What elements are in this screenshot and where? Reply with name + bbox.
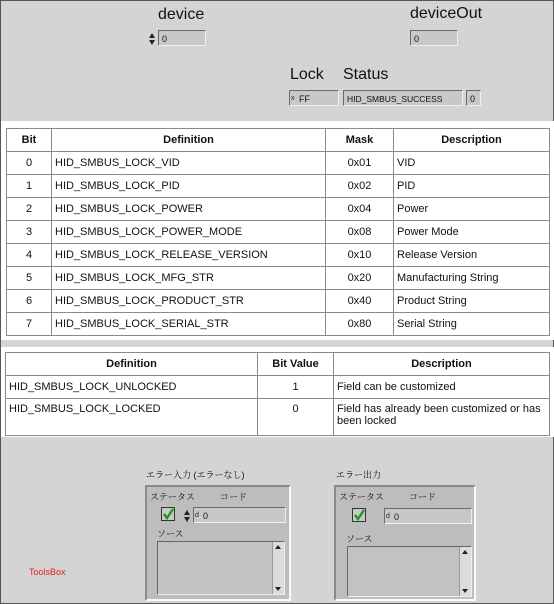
error-out-status-label: ステータス <box>339 492 384 502</box>
table-cell: Serial String <box>394 313 550 336</box>
deviceout-label: deviceOut <box>410 5 483 22</box>
decrement-arrow-icon[interactable] <box>149 40 155 45</box>
value-table <box>5 352 550 436</box>
deviceout-indicator: 0 <box>410 30 458 46</box>
table-cell: 4 <box>7 244 52 267</box>
table-row <box>6 376 550 399</box>
table-cell: VID <box>394 152 550 175</box>
table-row <box>7 244 550 267</box>
error-in-title: エラー入力 (エラーなし) <box>146 470 245 480</box>
table-row <box>7 290 550 313</box>
error-in-code-label: コード <box>220 492 248 502</box>
status-string: HID_SMBUS_SUCCESS <box>343 90 463 106</box>
bit-table <box>6 128 550 336</box>
error-in-code-control[interactable] <box>184 507 286 525</box>
checkmark-icon <box>353 509 365 521</box>
status-code: 0 <box>466 90 481 106</box>
error-out-source-field <box>347 546 472 597</box>
error-in-source-scrollbar[interactable] <box>272 542 284 594</box>
increment-arrow-icon[interactable] <box>149 33 155 38</box>
scroll-up-icon[interactable] <box>275 545 281 549</box>
table-cell: 0x02 <box>326 175 394 198</box>
column-header: Description <box>334 353 550 376</box>
error-in-status-label: ステータス <box>150 492 195 502</box>
table-cell: 1 <box>258 376 334 399</box>
table-cell: HID_SMBUS_LOCK_MFG_STR <box>52 267 326 290</box>
scroll-down-icon[interactable] <box>462 589 468 593</box>
table-row <box>7 313 550 336</box>
error-out-code-indicator <box>384 508 472 526</box>
table-cell: HID_SMBUS_LOCK_RELEASE_VERSION <box>52 244 326 267</box>
table-row <box>7 221 550 244</box>
error-out-title: エラー出力 <box>336 470 382 480</box>
table-cell: 3 <box>7 221 52 244</box>
error-out-code-value: 0 <box>384 508 472 524</box>
table-cell: HID_SMBUS_LOCK_PID <box>52 175 326 198</box>
table-cell: 2 <box>7 198 52 221</box>
table-cell: HID_SMBUS_LOCK_POWER_MODE <box>52 221 326 244</box>
column-header: Definition <box>52 129 326 152</box>
column-header: Bit <box>7 129 52 152</box>
table-row <box>7 175 550 198</box>
scroll-up-icon[interactable] <box>462 550 468 554</box>
decrement-arrow-icon[interactable] <box>184 517 190 522</box>
error-out-code-radix: d <box>386 513 390 520</box>
table-cell: 0x08 <box>326 221 394 244</box>
table-cell: PID <box>394 175 550 198</box>
table-cell: HID_SMBUS_LOCK_PRODUCT_STR <box>52 290 326 313</box>
lock-label: Lock <box>290 66 324 83</box>
device-spinner[interactable] <box>149 31 156 47</box>
table-cell: 1 <box>7 175 52 198</box>
error-out-source-scrollbar[interactable] <box>459 547 471 596</box>
error-out-source-label: ソース <box>346 534 373 544</box>
table-cell: 6 <box>7 290 52 313</box>
error-in-code-spinner[interactable] <box>184 508 191 524</box>
table-cell: 0x80 <box>326 313 394 336</box>
table-cell: 0x10 <box>326 244 394 267</box>
column-header: Definition <box>6 353 258 376</box>
status-label: Status <box>343 66 389 83</box>
error-in-cluster <box>145 485 291 601</box>
column-header: Mask <box>326 129 394 152</box>
column-header: Bit Value <box>258 353 334 376</box>
table-cell: 7 <box>7 313 52 336</box>
table-cell: 0x04 <box>326 198 394 221</box>
table-cell: 0x40 <box>326 290 394 313</box>
lock-value: FF <box>289 90 339 106</box>
device-input[interactable]: 0 <box>158 30 206 46</box>
column-header: Description <box>394 129 550 152</box>
table-cell: HID_SMBUS_LOCK_POWER <box>52 198 326 221</box>
table-cell: HID_SMBUS_LOCK_VID <box>52 152 326 175</box>
table-cell: HID_SMBUS_LOCK_UNLOCKED <box>6 376 258 399</box>
table-cell: Power Mode <box>394 221 550 244</box>
error-in-code-radix: d <box>195 512 199 519</box>
scroll-down-icon[interactable] <box>275 587 281 591</box>
error-in-source-field[interactable] <box>157 541 285 595</box>
table-cell: Power <box>394 198 550 221</box>
table-cell: 5 <box>7 267 52 290</box>
table-row <box>6 399 550 436</box>
table-cell: HID_SMBUS_LOCK_SERIAL_STR <box>52 313 326 336</box>
table-cell: HID_SMBUS_LOCK_LOCKED <box>6 399 258 436</box>
table-row <box>7 198 550 221</box>
error-out-code-label: コード <box>409 492 437 502</box>
table-cell: Release Version <box>394 244 550 267</box>
increment-arrow-icon[interactable] <box>184 510 190 515</box>
table-cell: Product String <box>394 290 550 313</box>
table-cell: Field has already been customized or has been locked <box>334 399 550 436</box>
checkmark-icon <box>162 508 174 520</box>
table-cell: 0 <box>7 152 52 175</box>
table-cell: Manufacturing String <box>394 267 550 290</box>
table-row <box>7 152 550 175</box>
error-in-code-input[interactable]: 0 <box>193 507 286 523</box>
table-cell: 0x20 <box>326 267 394 290</box>
lock-indicator <box>289 90 339 108</box>
toolsbox-logo: ToolsBox <box>29 567 66 577</box>
lock-radix: x <box>291 95 295 102</box>
error-in-source-label: ソース <box>157 529 184 539</box>
error-in-status-checkbox[interactable] <box>161 507 175 521</box>
error-out-cluster <box>334 485 476 601</box>
error-out-status-indicator <box>352 508 366 522</box>
device-control[interactable] <box>149 30 207 48</box>
table-cell: Field can be customized <box>334 376 550 399</box>
table-cell: 0 <box>258 399 334 436</box>
device-label: device <box>158 6 205 23</box>
table-cell: 0x01 <box>326 152 394 175</box>
table-row <box>7 267 550 290</box>
